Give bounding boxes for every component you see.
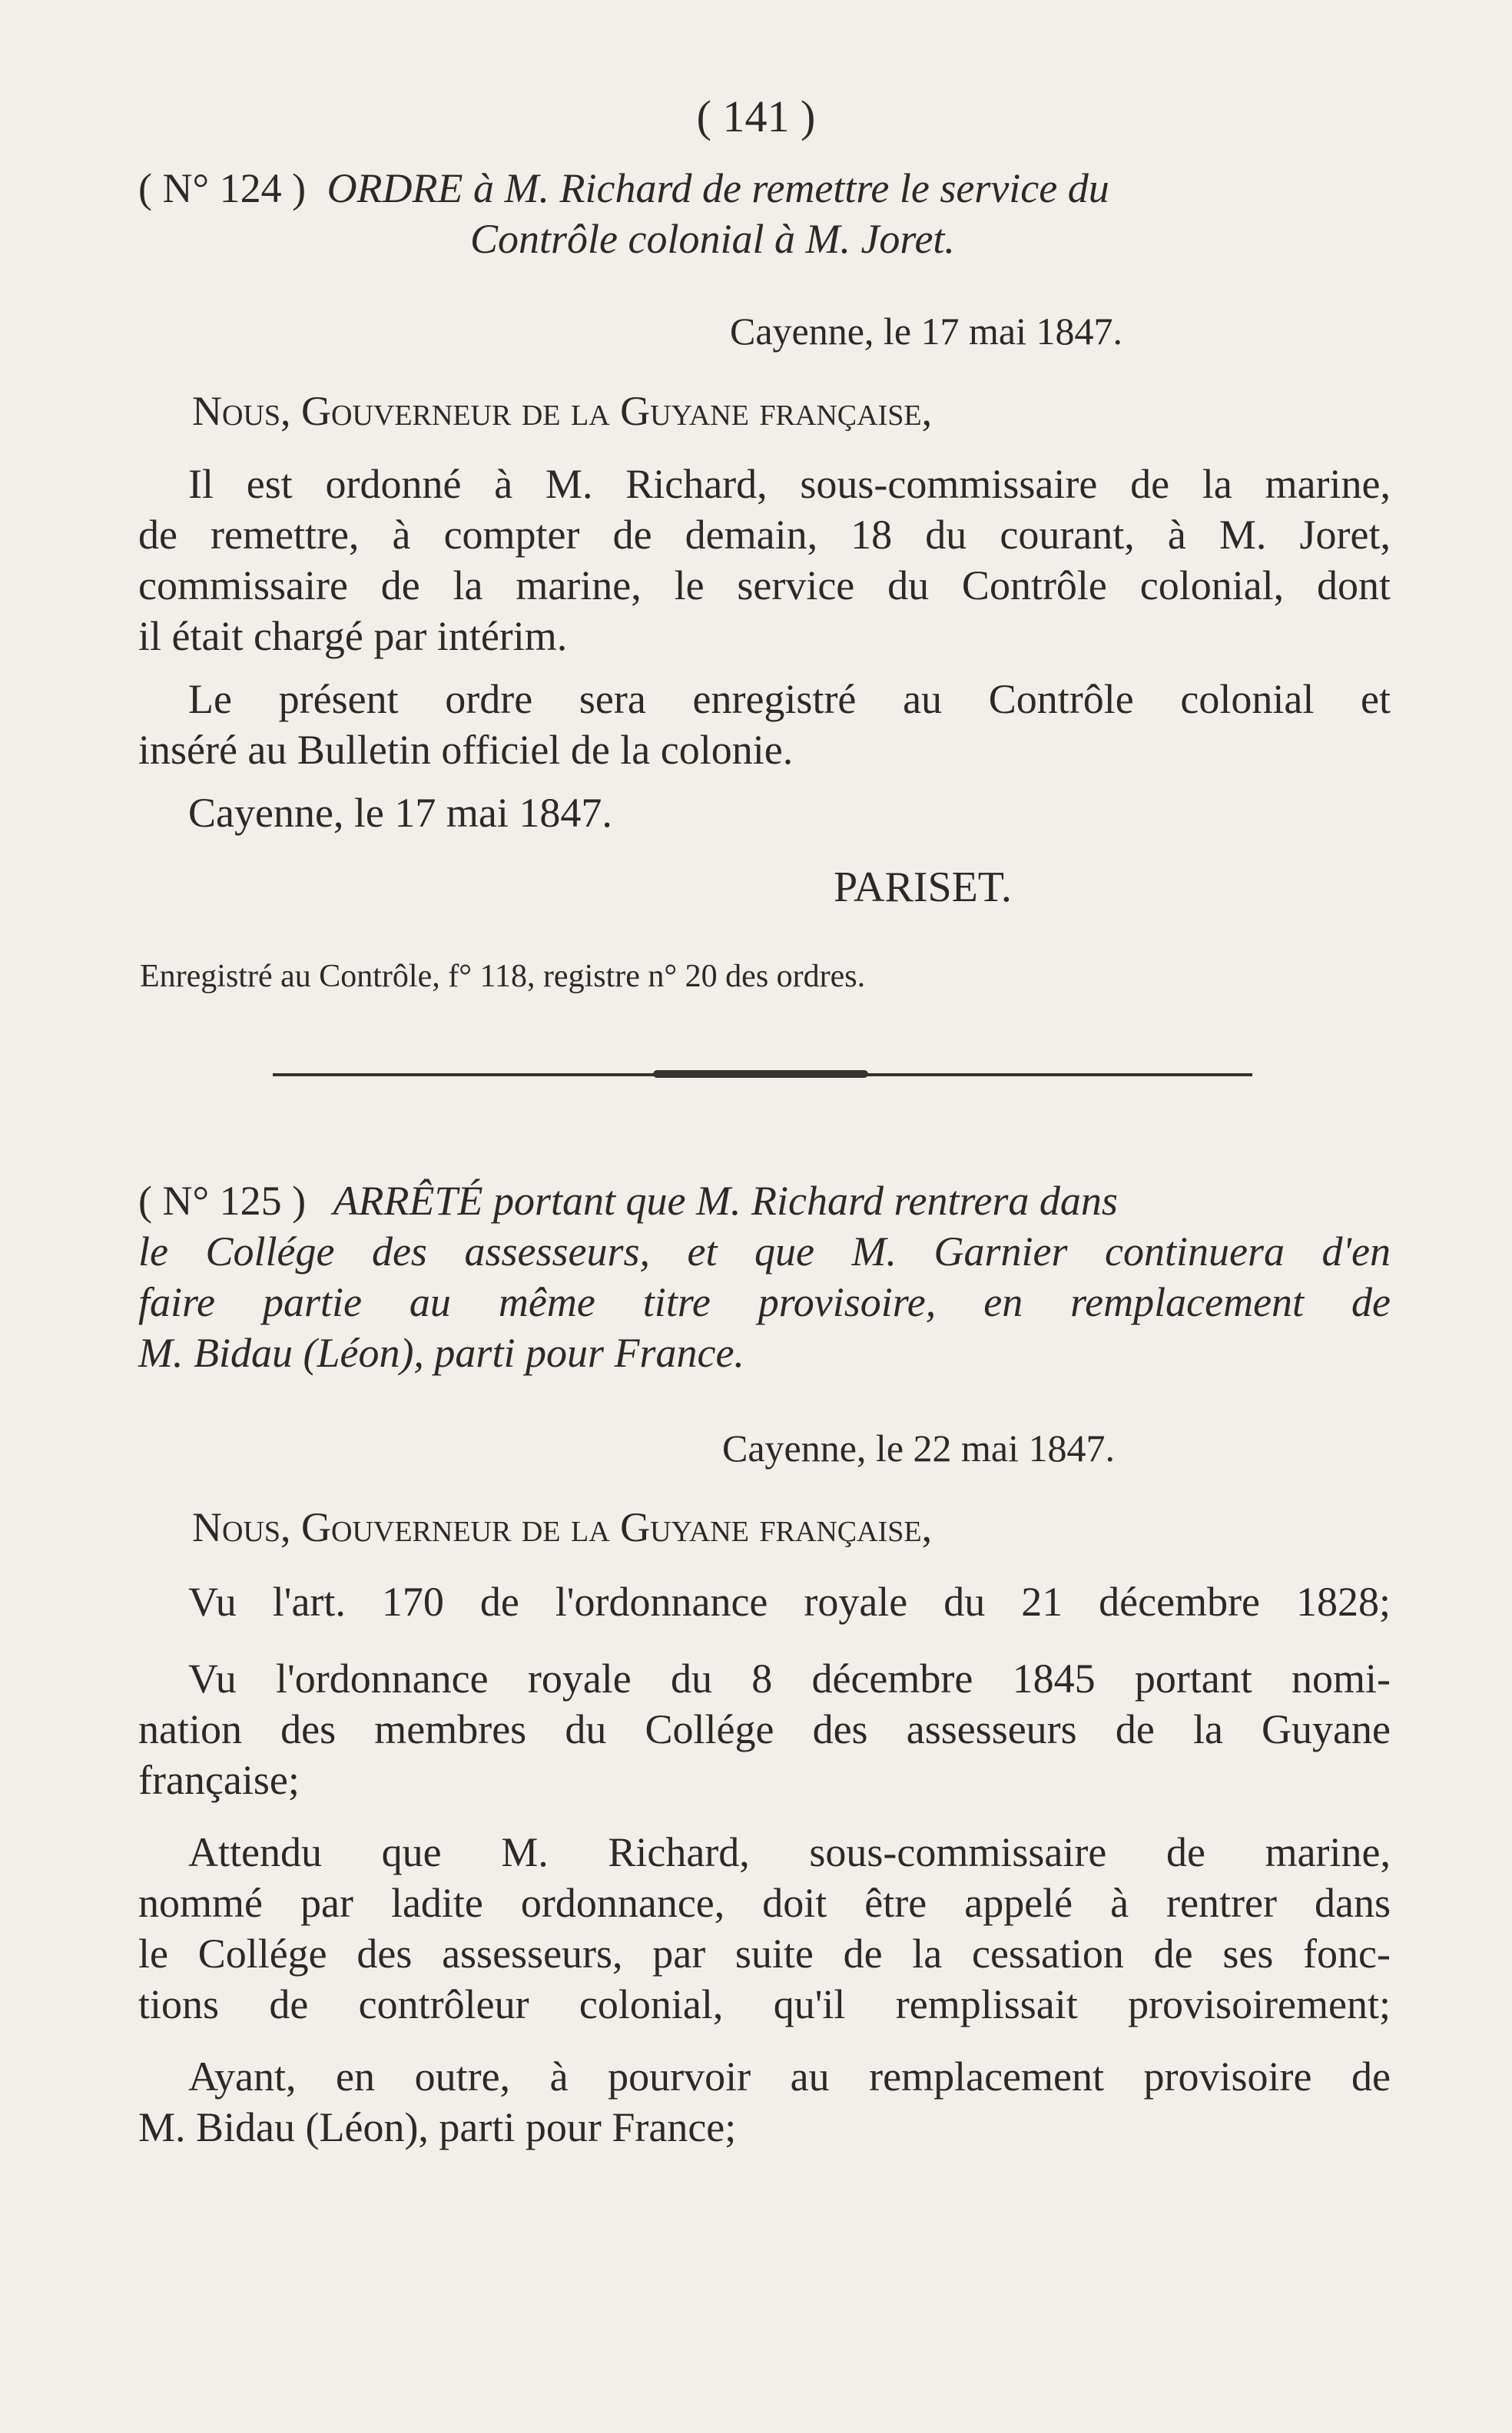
arrete-number: ( N° 125 ) xyxy=(138,1178,307,1224)
arrete-body-line: Attendu que M. Richard, sous-commissaire de marine, xyxy=(188,1829,1391,1875)
arrete-title-line: le Collége des assesseurs, et que M. Garnier continuera d'en xyxy=(138,1228,1391,1275)
arrete-body-line: nommé par ladite ordonnance, doit être appelé à rentrer dans xyxy=(138,1880,1391,1926)
arrete-title-line: faire partie au même titre provisoire, en remplacement de xyxy=(138,1279,1391,1325)
registration-note: Enregistré au Contrôle, f° 118, registre n° 20 des ordres. xyxy=(140,959,866,994)
ordre-title-line-2: Contrôle colonial à M. Joret. xyxy=(470,216,955,262)
ordre-body-line: Le présent ordre sera enregistré au Contrôle colonial et xyxy=(188,676,1391,722)
ordre-closing-date: Cayenne, le 17 mai 1847. xyxy=(188,790,612,836)
arrete-body-line: le Collége des assesseurs, par suite de la cessation de ses fonc- xyxy=(138,1931,1391,1977)
ordre-heading xyxy=(138,163,1391,214)
arrete-body-line: tions de contrôleur colonial, qu'il remplissait provisoirement; xyxy=(138,1981,1391,2027)
ordre-body-line: il était chargé par intérim. xyxy=(138,613,568,659)
ordre-body-line: commissaire de la marine, le service du Contrôle colonial, dont xyxy=(138,562,1391,608)
ordre-title-line-1: ORDRE à M. Richard de remettre le service du xyxy=(327,165,1109,211)
signature-pariset: PARISET. xyxy=(834,863,1012,911)
ordre-body-line: de remettre, à compter de demain, 18 du courant, à M. Joret, xyxy=(138,512,1391,558)
arrete-heading xyxy=(138,1175,1391,1226)
ordre-opening: Nous, Gouverneur de la Guyane française, xyxy=(192,388,933,434)
arrete-body-line: M. Bidau (Léon), parti pour France; xyxy=(138,2104,737,2150)
ordre-body-line: inséré au Bulletin officiel de la colonie. xyxy=(138,727,794,773)
arrete-body-line: Vu l'art. 170 de l'ordonnance royale du 21 décembre 1828; xyxy=(188,1579,1391,1625)
arrete-title-line-1: ARRÊTÉ portant que M. Richard rentrera dans xyxy=(333,1178,1118,1224)
arrete-body-line: Vu l'ordonnance royale du 8 décembre 1845 portant nomi- xyxy=(188,1656,1391,1702)
arrete-body-line: française; xyxy=(138,1757,300,1803)
page-number: ( 141 ) xyxy=(696,91,816,141)
section-divider-ornament xyxy=(653,1070,868,1078)
arrete-opening: Nous, Gouverneur de la Guyane française, xyxy=(192,1504,933,1550)
arrete-body-line: nation des membres du Collége des assesseurs de la Guyane xyxy=(138,1706,1391,1752)
ordre-body-line: Il est ordonné à M. Richard, sous-commissaire de la marine, xyxy=(188,461,1391,507)
arrete-body-line: Ayant, en outre, à pourvoir au remplacement provisoire de xyxy=(188,2053,1391,2100)
ordre-date: Cayenne, le 17 mai 1847. xyxy=(730,310,1122,353)
arrete-date: Cayenne, le 22 mai 1847. xyxy=(722,1427,1115,1470)
ordre-number: ( N° 124 ) xyxy=(138,165,307,211)
arrete-title-line: M. Bidau (Léon), parti pour France. xyxy=(138,1330,744,1376)
